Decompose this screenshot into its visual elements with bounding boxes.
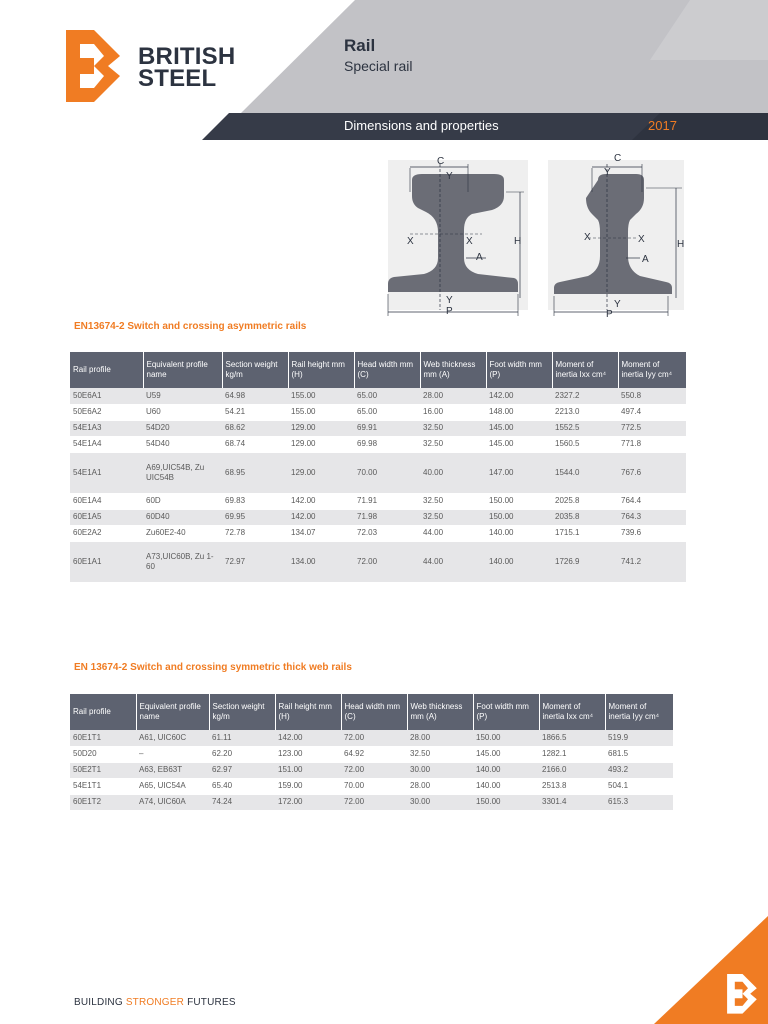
table1-cell: 142.00 bbox=[288, 493, 354, 509]
band-year: 2017 bbox=[648, 118, 677, 133]
diagram2-label-c: C bbox=[614, 153, 622, 164]
diagram1-label-x-right: X bbox=[466, 236, 473, 247]
table2-header-row bbox=[70, 694, 673, 730]
table1-cell: 32.50 bbox=[420, 420, 486, 436]
table1-header-cell: Moment of inertia Iyy cm⁴ bbox=[618, 352, 686, 388]
brand-line-2: STEEL bbox=[138, 65, 217, 92]
asymmetric-rail-diagram bbox=[382, 152, 532, 322]
table2-cell: 142.00 bbox=[275, 730, 341, 746]
table2-cell: 140.00 bbox=[473, 778, 539, 794]
table1-cell: 142.00 bbox=[486, 388, 552, 404]
table2-cell: 60E1T2 bbox=[70, 794, 136, 810]
diagram2-label-x-left: X bbox=[584, 232, 591, 243]
table2-cell: 1282.1 bbox=[539, 746, 605, 762]
table2-cell: 30.00 bbox=[407, 762, 473, 778]
table1-cell: 54.21 bbox=[222, 404, 288, 420]
footer-part-2: STRONGER bbox=[125, 997, 185, 1008]
table1-cell: 69.91 bbox=[354, 420, 420, 436]
table1-row bbox=[70, 509, 686, 525]
table2-cell: 50E2T1 bbox=[70, 762, 136, 778]
table2-cell: 72.00 bbox=[341, 730, 407, 746]
table1-cell: 2025.8 bbox=[552, 493, 618, 509]
table1-cell: 764.3 bbox=[618, 509, 686, 525]
table1-cell: U60 bbox=[143, 404, 222, 420]
table2-cell: 62.20 bbox=[209, 746, 275, 762]
table2-row bbox=[70, 730, 673, 746]
brand-line-1: BRITISH bbox=[138, 43, 236, 70]
table1-row bbox=[70, 436, 686, 452]
table2-cell: 150.00 bbox=[473, 730, 539, 746]
table1-cell: 71.98 bbox=[354, 509, 420, 525]
table1-cell: 69.83 bbox=[222, 493, 288, 509]
table2-row bbox=[70, 794, 673, 810]
table2-header-cell: Head width mm (C) bbox=[341, 694, 407, 730]
table1-cell: 68.95 bbox=[222, 452, 288, 493]
table1-cell: 54E1A3 bbox=[70, 420, 143, 436]
logo-mark-icon bbox=[64, 30, 128, 102]
table2-cell: A65, UIC54A bbox=[136, 778, 209, 794]
table2-header-cell: Moment of inertia Ixx cm⁴ bbox=[539, 694, 605, 730]
diagram2-label-h: H bbox=[677, 239, 685, 250]
table1-cell: 54E1A1 bbox=[70, 452, 143, 493]
table1-header-cell: Foot width mm (P) bbox=[486, 352, 552, 388]
table2-cell: 72.00 bbox=[341, 762, 407, 778]
table1-cell: 739.6 bbox=[618, 525, 686, 541]
table2-cell: – bbox=[136, 746, 209, 762]
table2-cell: 60E1T1 bbox=[70, 730, 136, 746]
table1-cell: 142.00 bbox=[288, 509, 354, 525]
table1-cell: 771.8 bbox=[618, 436, 686, 452]
table1-cell: U59 bbox=[143, 388, 222, 404]
table1-cell: 72.78 bbox=[222, 525, 288, 541]
table1-cell: 150.00 bbox=[486, 493, 552, 509]
diagram2-label-y-top: Y bbox=[604, 167, 611, 178]
table1-cell: Zu60E2-40 bbox=[143, 525, 222, 541]
table2-cell: 150.00 bbox=[473, 794, 539, 810]
table1-row bbox=[70, 420, 686, 436]
table1-cell: 1552.5 bbox=[552, 420, 618, 436]
table2-cell: 54E1T1 bbox=[70, 778, 136, 794]
table1-cell: 72.03 bbox=[354, 525, 420, 541]
table1-cell: A73,UIC60B, Zu 1-60 bbox=[143, 541, 222, 582]
table1-cell: 140.00 bbox=[486, 525, 552, 541]
table2-cell: 62.97 bbox=[209, 762, 275, 778]
table1-cell: 68.62 bbox=[222, 420, 288, 436]
table2-header-cell: Rail profile bbox=[70, 694, 136, 730]
table1-header-row bbox=[70, 352, 686, 388]
table1-cell: 71.91 bbox=[354, 493, 420, 509]
table2-cell: 50D20 bbox=[70, 746, 136, 762]
table1-cell: 1544.0 bbox=[552, 452, 618, 493]
table1-cell: 129.00 bbox=[288, 436, 354, 452]
table2-cell: 172.00 bbox=[275, 794, 341, 810]
table2-cell: 64.92 bbox=[341, 746, 407, 762]
table1-cell: 44.00 bbox=[420, 541, 486, 582]
table1-cell: 32.50 bbox=[420, 436, 486, 452]
table1-row bbox=[70, 541, 686, 582]
table2-cell: 519.9 bbox=[605, 730, 673, 746]
table1-cell: 550.8 bbox=[618, 388, 686, 404]
table1-row bbox=[70, 388, 686, 404]
band-title: Dimensions and properties bbox=[344, 118, 499, 133]
table1-cell: 497.4 bbox=[618, 404, 686, 420]
table1-cell: 72.97 bbox=[222, 541, 288, 582]
table1-cell: 69.95 bbox=[222, 509, 288, 525]
table1-cell: 60E1A4 bbox=[70, 493, 143, 509]
table2-header-cell: Section weight kg/m bbox=[209, 694, 275, 730]
table1-cell: 2035.8 bbox=[552, 509, 618, 525]
table2-row bbox=[70, 746, 673, 762]
diagram2-label-y-bottom: Y bbox=[614, 299, 621, 310]
table2-cell: 74.24 bbox=[209, 794, 275, 810]
table1-cell: A69,UIC54B, Zu UIC54B bbox=[143, 452, 222, 493]
table1-cell: 140.00 bbox=[486, 541, 552, 582]
diagram2-label-a: A bbox=[642, 254, 649, 265]
table1-cell: 1726.9 bbox=[552, 541, 618, 582]
table2-cell: 151.00 bbox=[275, 762, 341, 778]
table2-cell: 28.00 bbox=[407, 778, 473, 794]
table1-cell: 764.4 bbox=[618, 493, 686, 509]
table1-cell: 145.00 bbox=[486, 436, 552, 452]
asymmetric-rails-table bbox=[70, 352, 686, 583]
page-title: Rail bbox=[344, 36, 376, 55]
table1-cell: 65.00 bbox=[354, 388, 420, 404]
table1-cell: 1715.1 bbox=[552, 525, 618, 541]
diagram1-label-y-bottom: Y bbox=[446, 295, 453, 306]
diagram1-label-a: A bbox=[476, 252, 483, 263]
table1-row bbox=[70, 452, 686, 493]
table2-header-cell: Rail height mm (H) bbox=[275, 694, 341, 730]
table1-cell: 50E6A2 bbox=[70, 404, 143, 420]
table2-cell: 1866.5 bbox=[539, 730, 605, 746]
table1-row bbox=[70, 525, 686, 541]
table2-header-cell: Equivalent profile name bbox=[136, 694, 209, 730]
table2-cell: A74, UIC60A bbox=[136, 794, 209, 810]
table1-header-cell: Moment of inertia Ixx cm⁴ bbox=[552, 352, 618, 388]
table2-header-cell: Foot width mm (P) bbox=[473, 694, 539, 730]
table1-cell: 129.00 bbox=[288, 452, 354, 493]
table1-cell: 60D40 bbox=[143, 509, 222, 525]
diagram1-label-c: C bbox=[437, 156, 445, 167]
table1-cell: 32.50 bbox=[420, 493, 486, 509]
table1-cell: 1560.5 bbox=[552, 436, 618, 452]
page-subtitle: Special rail bbox=[344, 58, 413, 74]
table1-row bbox=[70, 493, 686, 509]
table1-cell: 44.00 bbox=[420, 525, 486, 541]
footer-part-3: FUTURES bbox=[184, 997, 236, 1008]
table2-cell: 615.3 bbox=[605, 794, 673, 810]
table2-cell: 145.00 bbox=[473, 746, 539, 762]
table1-cell: 32.50 bbox=[420, 509, 486, 525]
table1-cell: 54E1A4 bbox=[70, 436, 143, 452]
table2-row bbox=[70, 778, 673, 794]
table1-cell: 772.5 bbox=[618, 420, 686, 436]
symmetric-rails-table bbox=[70, 694, 673, 811]
table1-cell: 54D20 bbox=[143, 420, 222, 436]
footer-part-1: BUILDING bbox=[74, 997, 126, 1008]
table2-cell: 2513.8 bbox=[539, 778, 605, 794]
table1-cell: 70.00 bbox=[354, 452, 420, 493]
diagram2-label-p: P bbox=[606, 309, 613, 320]
table1-header-cell: Head width mm (C) bbox=[354, 352, 420, 388]
diagram1-label-y-top: Y bbox=[446, 171, 453, 182]
table1-cell: 129.00 bbox=[288, 420, 354, 436]
table1-cell: 28.00 bbox=[420, 388, 486, 404]
table2-cell: 140.00 bbox=[473, 762, 539, 778]
table2-cell: A61, UIC60C bbox=[136, 730, 209, 746]
table2-cell: 70.00 bbox=[341, 778, 407, 794]
table2-header-cell: Moment of inertia Iyy cm⁴ bbox=[605, 694, 673, 730]
table1-cell: 50E6A1 bbox=[70, 388, 143, 404]
table2-cell: 123.00 bbox=[275, 746, 341, 762]
table1-cell: 134.07 bbox=[288, 525, 354, 541]
table1-cell: 65.00 bbox=[354, 404, 420, 420]
diagram2-label-x-right: X bbox=[638, 234, 645, 245]
table1-cell: 145.00 bbox=[486, 420, 552, 436]
table2-row bbox=[70, 762, 673, 778]
table1-cell: 60D bbox=[143, 493, 222, 509]
table1-cell: 60E1A5 bbox=[70, 509, 143, 525]
corner-logo-mark-icon bbox=[654, 916, 768, 1024]
table1-cell: 72.00 bbox=[354, 541, 420, 582]
table1-cell: 150.00 bbox=[486, 509, 552, 525]
table2-cell: 2166.0 bbox=[539, 762, 605, 778]
table1-header-cell: Web thickness mm (A) bbox=[420, 352, 486, 388]
symmetric-rail-diagram bbox=[544, 152, 694, 322]
table1-cell: 68.74 bbox=[222, 436, 288, 452]
section2-heading: EN 13674-2 Switch and crossing symmetric thick web rails bbox=[74, 662, 352, 673]
table1-cell: 148.00 bbox=[486, 404, 552, 420]
table1-cell: 147.00 bbox=[486, 452, 552, 493]
table2-cell: 72.00 bbox=[341, 794, 407, 810]
table2-cell: 28.00 bbox=[407, 730, 473, 746]
table1-cell: 155.00 bbox=[288, 388, 354, 404]
table1-cell: 60E2A2 bbox=[70, 525, 143, 541]
table1-row bbox=[70, 404, 686, 420]
table1-cell: 64.98 bbox=[222, 388, 288, 404]
table1-cell: 69.98 bbox=[354, 436, 420, 452]
british-steel-logo bbox=[64, 30, 254, 102]
table2-cell: 504.1 bbox=[605, 778, 673, 794]
table2-cell: A63, EB63T bbox=[136, 762, 209, 778]
diagram1-label-p: P bbox=[446, 306, 453, 317]
table1-cell: 741.2 bbox=[618, 541, 686, 582]
table1-cell: 40.00 bbox=[420, 452, 486, 493]
table2-cell: 493.2 bbox=[605, 762, 673, 778]
table1-cell: 767.6 bbox=[618, 452, 686, 493]
table2-cell: 61.11 bbox=[209, 730, 275, 746]
section1-heading: EN13674-2 Switch and crossing asymmetric rails bbox=[74, 321, 307, 332]
table1-cell: 134.00 bbox=[288, 541, 354, 582]
table2-cell: 3301.4 bbox=[539, 794, 605, 810]
table1-cell: 16.00 bbox=[420, 404, 486, 420]
table1-cell: 60E1A1 bbox=[70, 541, 143, 582]
table1-header-cell: Rail height mm (H) bbox=[288, 352, 354, 388]
table2-cell: 65.40 bbox=[209, 778, 275, 794]
table1-cell: 54D40 bbox=[143, 436, 222, 452]
table2-cell: 159.00 bbox=[275, 778, 341, 794]
footer-tagline bbox=[74, 997, 236, 1008]
table1-header-cell: Section weight kg/m bbox=[222, 352, 288, 388]
diagram1-label-h: H bbox=[514, 236, 522, 247]
table1-header-cell: Rail profile bbox=[70, 352, 143, 388]
diagram1-label-x-left: X bbox=[407, 236, 414, 247]
table2-cell: 32.50 bbox=[407, 746, 473, 762]
table1-header-cell: Equivalent profile name bbox=[143, 352, 222, 388]
table1-cell: 2213.0 bbox=[552, 404, 618, 420]
table1-cell: 155.00 bbox=[288, 404, 354, 420]
table2-cell: 30.00 bbox=[407, 794, 473, 810]
table1-cell: 2327.2 bbox=[552, 388, 618, 404]
table2-header-cell: Web thickness mm (A) bbox=[407, 694, 473, 730]
table2-cell: 681.5 bbox=[605, 746, 673, 762]
